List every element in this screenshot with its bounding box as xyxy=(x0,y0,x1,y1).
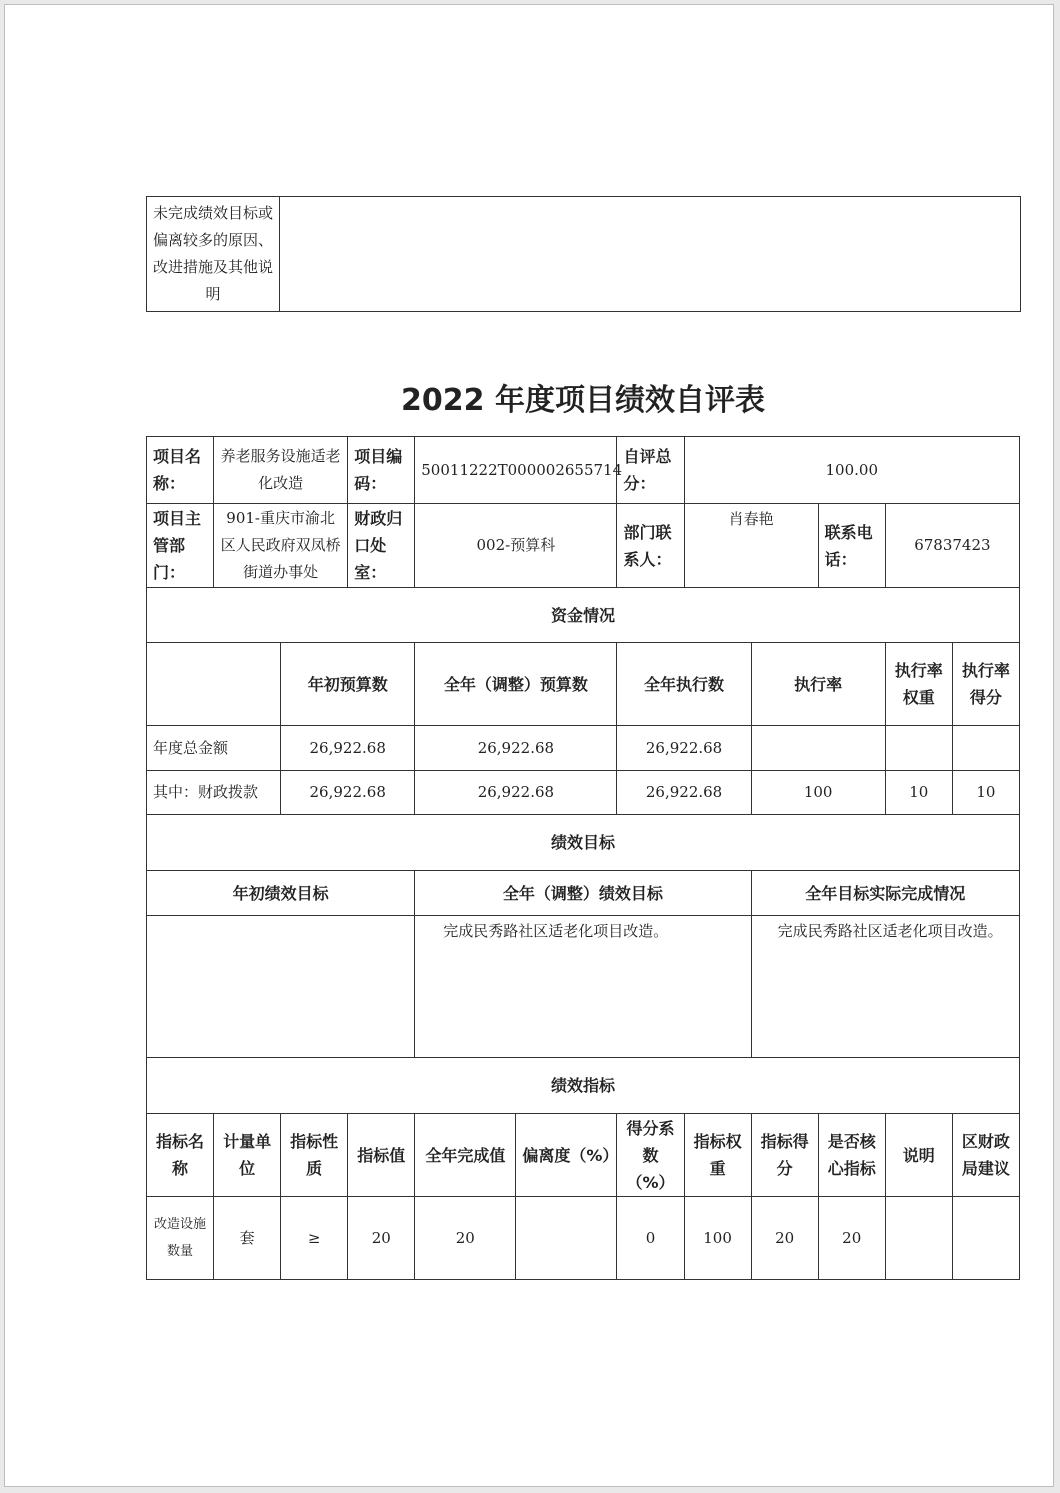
funds-row-score xyxy=(952,726,1019,771)
table-row xyxy=(147,771,1020,815)
funds-row-rate xyxy=(751,726,885,771)
document-page xyxy=(4,4,1054,1487)
ind-header-advice: 区财政局建议 xyxy=(952,1114,1019,1197)
funds-row-adjusted: 26,922.68 xyxy=(415,771,617,815)
ind-row-name: 改造设施数量 xyxy=(147,1197,214,1280)
ind-row-deviation xyxy=(516,1197,617,1280)
funds-row-label: 其中：财政拨款 xyxy=(147,771,281,815)
remarks-table xyxy=(146,196,1021,312)
goals-actual-text: 完成民秀路社区适老化项目改造。 xyxy=(751,916,1019,1058)
funds-header-blank xyxy=(147,643,281,726)
funds-row-executed: 26,922.68 xyxy=(617,771,751,815)
funds-header-weight: 执行率权重 xyxy=(885,643,952,726)
ind-header-core: 是否核心指标 xyxy=(818,1114,885,1197)
page-title: 2022 年度项目绩效自评表 xyxy=(401,383,765,418)
phone-value: 67837423 xyxy=(885,504,1019,588)
goals-initial-text xyxy=(147,916,415,1058)
ind-header-completed: 全年完成值 xyxy=(415,1114,516,1197)
project-code-label: 项目编码： xyxy=(348,437,415,504)
contact-value: 肖春艳 xyxy=(684,504,818,588)
ind-row-completed: 20 xyxy=(415,1197,516,1280)
funds-header-initial: 年初预算数 xyxy=(281,643,415,726)
funds-section-title: 资金情况 xyxy=(147,588,1020,643)
ind-row-weight: 100 xyxy=(684,1197,751,1280)
funds-row-initial: 26,922.68 xyxy=(281,771,415,815)
funds-row-score: 10 xyxy=(952,771,1019,815)
dept-label: 项目主管部门： xyxy=(147,504,214,588)
ind-row-core: 20 xyxy=(818,1197,885,1280)
ind-header-coef: 得分系数（%） xyxy=(617,1114,684,1197)
goals-adjusted-text: 完成民秀路社区适老化项目改造。 xyxy=(415,916,751,1058)
ind-row-score: 20 xyxy=(751,1197,818,1280)
funds-row-rate: 100 xyxy=(751,771,885,815)
funds-row-executed: 26,922.68 xyxy=(617,726,751,771)
dept-value: 901-重庆市渝北区人民政府双凤桥街道办事处 xyxy=(214,504,348,588)
funds-header-score: 执行率得分 xyxy=(952,643,1019,726)
ind-header-deviation: 偏离度（%） xyxy=(516,1114,617,1197)
funds-row-weight: 10 xyxy=(885,771,952,815)
project-name-label: 项目名称： xyxy=(147,437,214,504)
ind-header-score: 指标得分 xyxy=(751,1114,818,1197)
ind-header-note: 说明 xyxy=(885,1114,952,1197)
ind-row-note xyxy=(885,1197,952,1280)
remarks-label: 未完成绩效目标或偏离较多的原因、改进措施及其他说明 xyxy=(147,197,280,312)
funds-row-label: 年度总金额 xyxy=(147,726,281,771)
ind-header-nature: 指标性质 xyxy=(281,1114,348,1197)
office-value: 002-预算科 xyxy=(415,504,617,588)
indicators-section-title: 绩效指标 xyxy=(147,1058,1020,1114)
project-name-value: 养老服务设施适老化改造 xyxy=(214,437,348,504)
ind-row-value: 20 xyxy=(348,1197,415,1280)
ind-row-nature: ≥ xyxy=(281,1197,348,1280)
remarks-value xyxy=(280,197,1021,312)
funds-row-weight xyxy=(885,726,952,771)
contact-label: 部门联系人： xyxy=(617,504,684,588)
ind-row-unit: 套 xyxy=(214,1197,281,1280)
ind-header-name: 指标名称 xyxy=(147,1114,214,1197)
funds-header-executed: 全年执行数 xyxy=(617,643,751,726)
office-label: 财政归口处室： xyxy=(348,504,415,588)
ind-header-value: 指标值 xyxy=(348,1114,415,1197)
evaluation-table xyxy=(146,436,1020,1280)
table-row xyxy=(147,726,1020,771)
funds-row-adjusted: 26,922.68 xyxy=(415,726,617,771)
funds-header-adjusted: 全年（调整）预算数 xyxy=(415,643,617,726)
goals-header-initial: 年初绩效目标 xyxy=(147,871,415,916)
score-label: 自评总分： xyxy=(617,437,684,504)
funds-header-rate: 执行率 xyxy=(751,643,885,726)
phone-label: 联系电话： xyxy=(818,504,885,588)
ind-header-unit: 计量单位 xyxy=(214,1114,281,1197)
project-code-value: 50011222T000002655714 xyxy=(415,437,617,504)
score-value: 100.00 xyxy=(684,437,1019,504)
goals-header-actual: 全年目标实际完成情况 xyxy=(751,871,1019,916)
table-row xyxy=(147,1197,1020,1280)
ind-row-coef: 0 xyxy=(617,1197,684,1280)
goals-header-adjusted: 全年（调整）绩效目标 xyxy=(415,871,751,916)
ind-header-weight: 指标权重 xyxy=(684,1114,751,1197)
funds-row-initial: 26,922.68 xyxy=(281,726,415,771)
ind-row-advice xyxy=(952,1197,1019,1280)
goals-section-title: 绩效目标 xyxy=(147,815,1020,871)
